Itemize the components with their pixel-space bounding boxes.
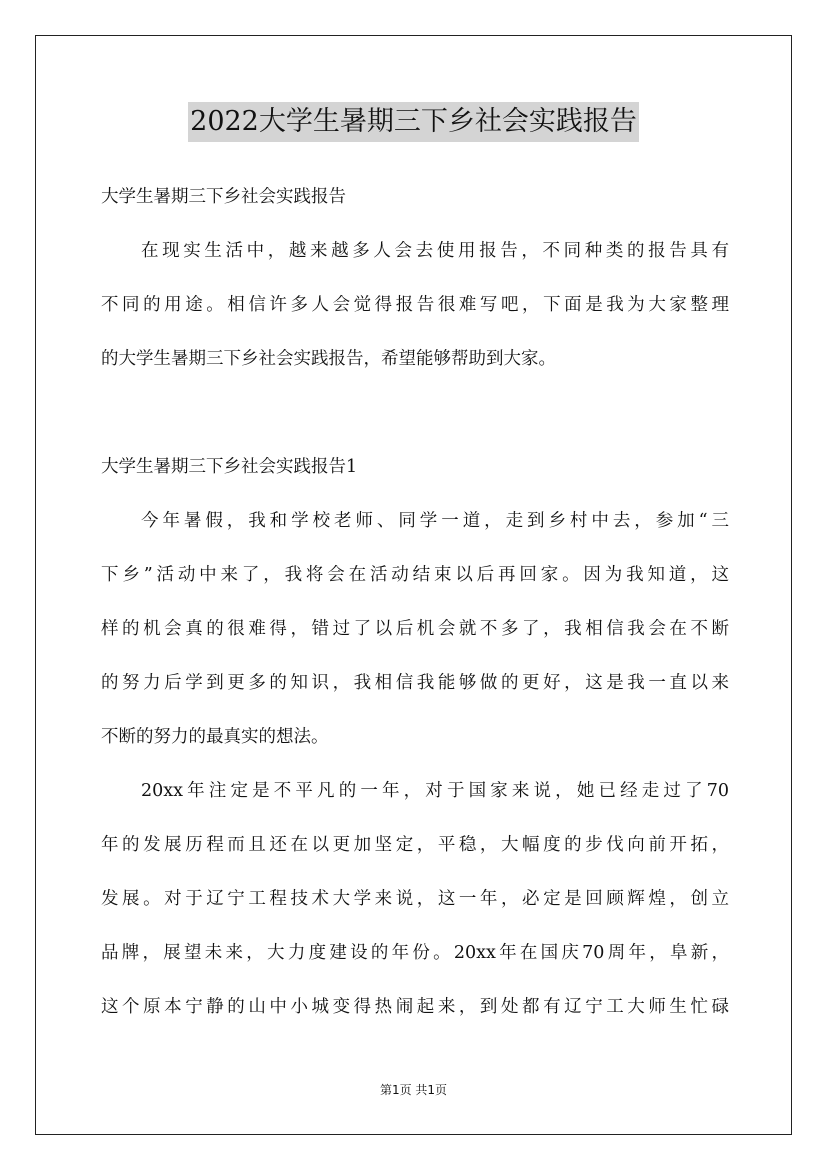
para2-line-3: 发展。对于辽宁工程技术大学来说，这一年，必定是回顾辉煌，创立 [101, 889, 729, 909]
intro-line-3: 的大学生暑期三下乡社会实践报告，希望能够帮助到大家。 [101, 349, 556, 369]
document-subtitle: 大学生暑期三下乡社会实践报告 [101, 187, 346, 207]
para1-line-4: 的努力后学到更多的知识，我相信我能够做的更好，这是我一直以来 [101, 673, 729, 693]
intro-line-1: 在现实生活中，越来越多人会去使用报告，不同种类的报告具有 [141, 241, 729, 261]
para1-line-3: 样的机会真的很难得，错过了以后机会就不多了，我相信我会在不断 [101, 619, 729, 639]
para2-line-1: 20xx年注定是不平凡的一年，对于国家来说，她已经走过了70 [141, 781, 729, 801]
document-body [101, 170, 729, 1034]
para2-line-5: 这个原本宁静的山中小城变得热闹起来，到处都有辽宁工大师生忙碌 [101, 997, 729, 1017]
para1-line-1: 今年暑假，我和学校老师、同学一道，走到乡村中去，参加“三 [141, 511, 729, 531]
para2-line-4: 品牌，展望未来，大力度建设的年份。20xx年在国庆70周年，阜新， [101, 943, 729, 963]
section-heading: 大学生暑期三下乡社会实践报告1 [101, 457, 358, 477]
paragraph-spacer [101, 386, 729, 440]
para2-line-2: 年的发展历程而且还在以更加坚定，平稳，大幅度的步伐向前开拓， [101, 835, 729, 855]
para1-line-5: 不断的努力的最真实的想法。 [101, 727, 329, 747]
para1-line-2: 下乡”活动中来了，我将会在活动结束以后再回家。因为我知道，这 [101, 565, 729, 585]
intro-line-2: 不同的用途。相信许多人会觉得报告很难写吧，下面是我为大家整理 [101, 295, 729, 315]
title-container [0, 102, 827, 142]
document-title: 2022大学生暑期三下乡社会实践报告 [188, 102, 639, 142]
page-footer: 第1页 共1页 [379, 1083, 448, 1097]
